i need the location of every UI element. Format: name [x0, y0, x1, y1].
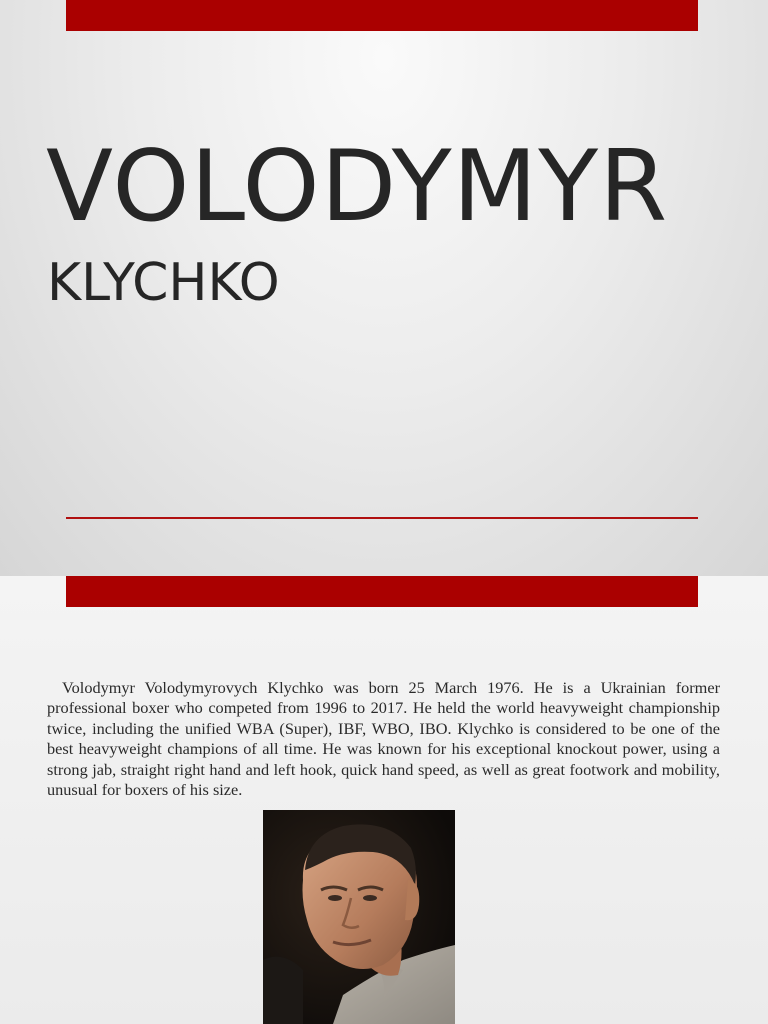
content-slide: [0, 576, 768, 1024]
accent-bar: [66, 576, 698, 607]
divider-line: [66, 517, 698, 519]
slide-title: VOLODYMYR: [46, 130, 669, 244]
biography-paragraph: Volodymyr Volodymyrovych Klychko was born 25 March 1976. He is a Ukrainian former professional boxer who competed from 1996 to 2017. He held the world heavyweight championship twice, including the unified WBA (Super), IBF, WBO, IBO. Klychko is considered to be one of the best heavyweight champions of all time. He was known for his exceptional knockout power, using a strong jab, straight right hand and left hook, quick hand speed, as well as great footwork and mobility, unusual for boxers of his size.: [47, 678, 720, 800]
slide-subtitle: KLYCHKO: [47, 253, 280, 313]
accent-bar: [66, 0, 698, 31]
portrait-photo: [263, 810, 455, 1024]
